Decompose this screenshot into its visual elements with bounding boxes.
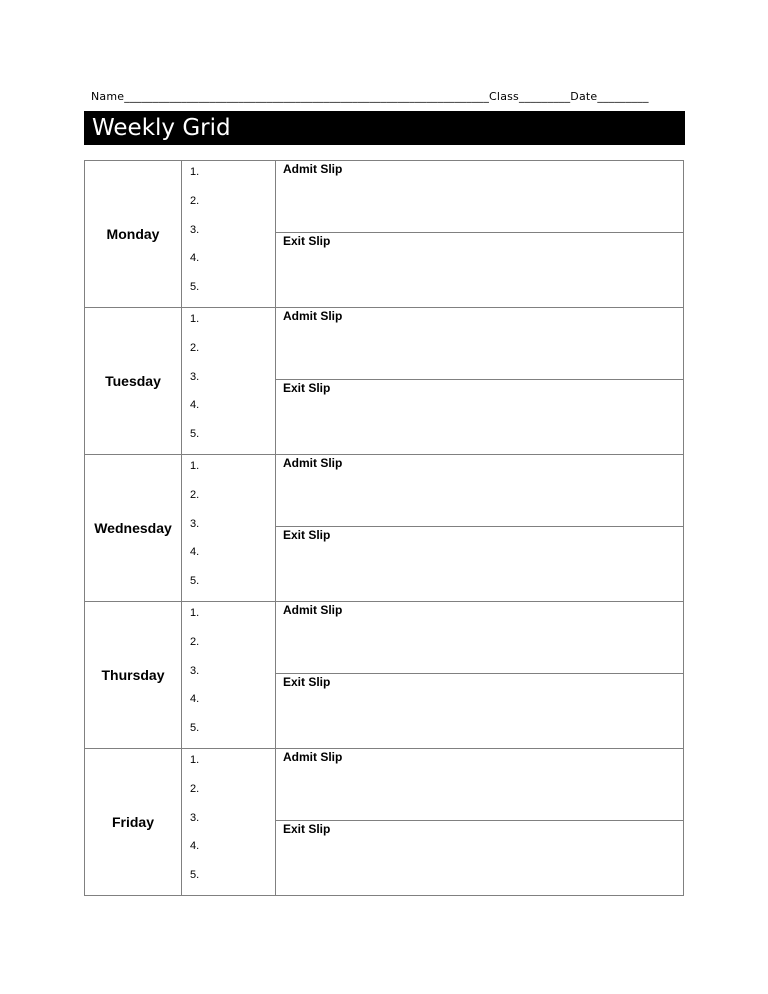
list-number: 5.	[190, 428, 200, 441]
exit-slip-label: Exit Slip	[283, 821, 331, 836]
day-label: Friday	[85, 748, 182, 895]
list-number: 3.	[190, 811, 200, 824]
list-number: 1.	[190, 312, 200, 325]
list-number: 4.	[190, 546, 200, 559]
numbered-list-cell	[182, 454, 276, 601]
list-number: 5.	[190, 281, 200, 294]
day-label: Monday	[85, 161, 182, 308]
exit-slip-area[interactable]	[276, 379, 683, 451]
admit-slip-label: Admit Slip	[283, 162, 343, 176]
page-title: Weekly Grid	[92, 115, 231, 141]
numbered-list-cell	[182, 161, 276, 308]
exit-slip-area[interactable]	[276, 526, 683, 598]
exit-slip-label: Exit Slip	[283, 674, 331, 689]
weekly-grid-table	[84, 160, 684, 896]
admit-slip-area[interactable]	[276, 161, 683, 232]
slips-cell	[276, 454, 684, 601]
exit-slip-area[interactable]	[276, 673, 683, 745]
list-number: 1.	[190, 606, 200, 619]
list-number: 3.	[190, 223, 200, 236]
admit-slip-label: Admit Slip	[283, 602, 343, 617]
list-number: 5.	[190, 575, 200, 588]
slips-cell	[276, 748, 684, 895]
list-number: 5.	[190, 722, 200, 735]
list-number: 2.	[190, 341, 200, 354]
slips-cell	[276, 307, 684, 454]
list-number: 3.	[190, 517, 200, 530]
admit-slip-area[interactable]	[276, 602, 683, 673]
list-number: 4.	[190, 399, 200, 412]
admit-slip-label: Admit Slip	[283, 455, 343, 470]
list-number: 3.	[190, 664, 200, 677]
slips-cell	[276, 161, 684, 308]
admit-slip-label: Admit Slip	[283, 308, 343, 323]
list-number: 4.	[190, 252, 200, 265]
numbered-list-cell	[182, 748, 276, 895]
day-label: Wednesday	[85, 454, 182, 601]
exit-slip-area[interactable]	[276, 820, 683, 892]
numbered-list-cell	[182, 307, 276, 454]
list-number: 2.	[190, 782, 200, 795]
list-number: 4.	[190, 693, 200, 706]
exit-slip-label: Exit Slip	[283, 234, 331, 248]
day-row-monday	[85, 161, 684, 308]
day-row-thursday	[85, 601, 684, 748]
list-number: 2.	[190, 635, 200, 648]
list-number: 2.	[190, 194, 200, 207]
day-row-friday	[85, 748, 684, 895]
exit-slip-label: Exit Slip	[283, 380, 331, 395]
admit-slip-area[interactable]	[276, 308, 683, 379]
list-number: 1.	[190, 166, 200, 178]
admit-slip-label: Admit Slip	[283, 749, 343, 764]
numbered-list-cell	[182, 601, 276, 748]
slips-cell	[276, 601, 684, 748]
day-label: Thursday	[85, 601, 182, 748]
title-bar	[84, 111, 685, 145]
day-row-tuesday	[85, 307, 684, 454]
admit-slip-area[interactable]	[276, 455, 683, 526]
exit-slip-area[interactable]	[276, 232, 683, 304]
day-row-wednesday	[85, 454, 684, 601]
list-number: 3.	[190, 370, 200, 383]
list-number: 1.	[190, 753, 200, 766]
list-number: 1.	[190, 459, 200, 472]
list-number: 2.	[190, 488, 200, 501]
list-number: 4.	[190, 840, 200, 853]
day-label: Tuesday	[85, 307, 182, 454]
exit-slip-label: Exit Slip	[283, 527, 331, 542]
admit-slip-area[interactable]	[276, 749, 683, 820]
name-class-date-line: Name________________________________________________________________Class_________Date_________	[91, 90, 649, 103]
list-number: 5.	[190, 869, 200, 882]
